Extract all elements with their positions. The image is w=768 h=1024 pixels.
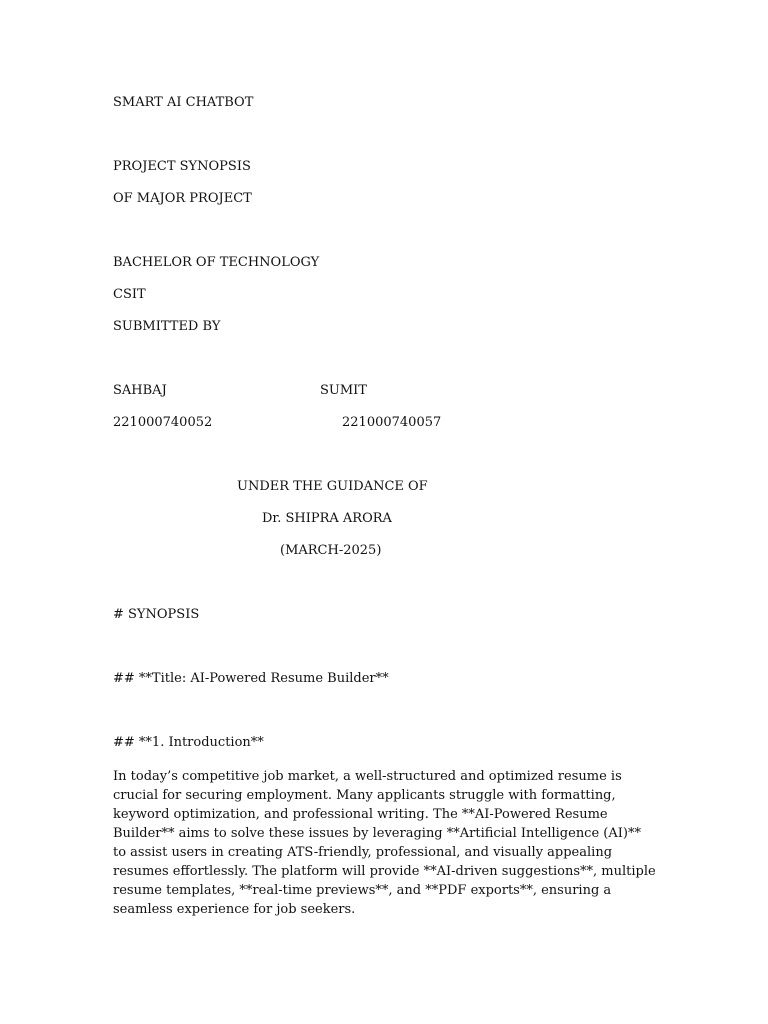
guide-name: Dr. SHIPRA ARORA: [262, 511, 392, 526]
project-title: SMART AI CHATBOT: [113, 95, 254, 110]
guidance-label: UNDER THE GUIDANCE OF: [237, 479, 428, 494]
resume-builder-title-heading: ## **Title: AI-Powered Resume Builder**: [113, 671, 389, 686]
degree-label: BACHELOR OF TECHNOLOGY: [113, 255, 320, 270]
introduction-paragraph: In today’s competitive job market, a well-structured and optimized resume is crucial for securing employment. Many applicants struggle with formatting, keyword optimization, and professional writing. The **AI-Powered Resume Builder** aims to solve these issues by leveraging **Artificial Intelligence (AI)** to assist users in creating ATS-friendly, professional, and visually appealing resumes effortlessly. The platform will provide **AI-driven suggestions**, multiple resume templates, **real-time previews**, and **PDF exports**, ensuring a seamless experience for job seekers.: [113, 769, 656, 917]
project-synopsis-label: PROJECT SYNOPSIS: [113, 159, 251, 174]
submitted-by-label: SUBMITTED BY: [113, 319, 221, 334]
submission-date: (MARCH-2025): [280, 543, 382, 558]
student-id-2: 221000740057: [342, 415, 442, 430]
student-id-1: 221000740052: [113, 415, 213, 430]
synopsis-heading: # SYNOPSIS: [113, 607, 200, 622]
branch-label: CSIT: [113, 287, 146, 302]
introduction-heading: ## **1. Introduction**: [113, 735, 264, 750]
student-name-1: SAHBAJ: [113, 383, 167, 398]
student-name-2: SUMIT: [320, 383, 367, 398]
major-project-label: OF MAJOR PROJECT: [113, 191, 252, 206]
